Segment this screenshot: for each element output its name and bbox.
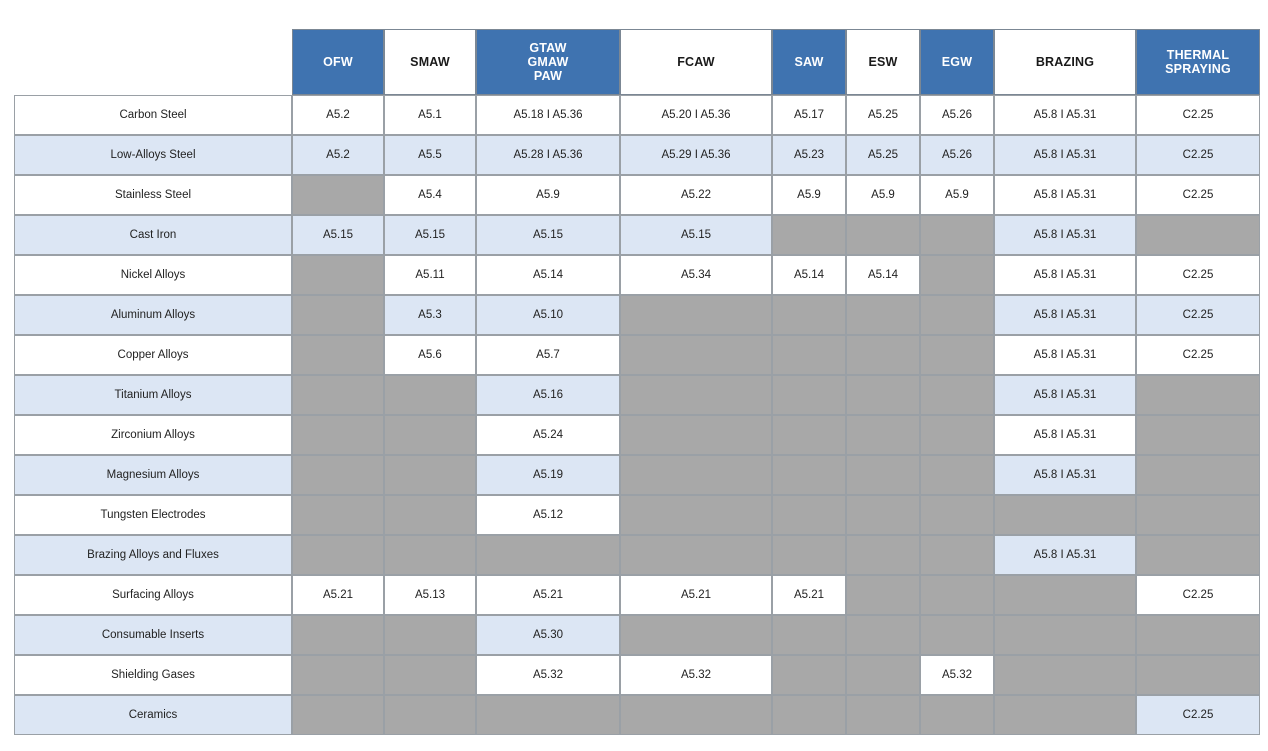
- table-row: [14, 215, 1260, 255]
- cell-spec: A5.18 I A5.36: [476, 95, 620, 135]
- cell-empty: [620, 615, 772, 655]
- cell-empty: [292, 415, 384, 455]
- cell-spec: A5.9: [476, 175, 620, 215]
- table-row: [14, 335, 1260, 375]
- cell-spec: A5.21: [620, 575, 772, 615]
- cell-empty: [920, 535, 994, 575]
- cell-spec: C2.25: [1136, 295, 1260, 335]
- cell-empty: [994, 495, 1136, 535]
- cell-spec: A5.15: [620, 215, 772, 255]
- row-label-aluminum-alloys: Aluminum Alloys: [14, 295, 292, 335]
- cell-empty: [476, 695, 620, 735]
- column-header-thermal-spraying: THERMAL SPRAYING: [1136, 29, 1260, 95]
- row-label-zirconium-alloys: Zirconium Alloys: [14, 415, 292, 455]
- cell-empty: [292, 455, 384, 495]
- cell-spec: A5.17: [772, 95, 846, 135]
- cell-spec: A5.8 I A5.31: [994, 335, 1136, 375]
- cell-spec: A5.32: [476, 655, 620, 695]
- table-row: [14, 535, 1260, 575]
- cell-spec: C2.25: [1136, 135, 1260, 175]
- cell-spec: A5.8 I A5.31: [994, 295, 1136, 335]
- cell-spec: A5.4: [384, 175, 476, 215]
- cell-spec: A5.8 I A5.31: [994, 95, 1136, 135]
- cell-spec: A5.8 I A5.31: [994, 175, 1136, 215]
- cell-empty: [772, 415, 846, 455]
- cell-spec: A5.1: [384, 95, 476, 135]
- table-row: [14, 455, 1260, 495]
- cell-empty: [920, 255, 994, 295]
- cell-empty: [846, 575, 920, 615]
- row-label-consumable-inserts: Consumable Inserts: [14, 615, 292, 655]
- cell-empty: [1136, 655, 1260, 695]
- cell-empty: [846, 615, 920, 655]
- cell-empty: [292, 295, 384, 335]
- row-label-tungsten-electrodes: Tungsten Electrodes: [14, 495, 292, 535]
- cell-empty: [384, 375, 476, 415]
- cell-spec: A5.11: [384, 255, 476, 295]
- cell-spec: A5.8 I A5.31: [994, 135, 1136, 175]
- cell-empty: [620, 335, 772, 375]
- row-label-stainless-steel: Stainless Steel: [14, 175, 292, 215]
- table-row: [14, 295, 1260, 335]
- cell-spec: A5.34: [620, 255, 772, 295]
- row-label-cast-iron: Cast Iron: [14, 215, 292, 255]
- cell-empty: [920, 375, 994, 415]
- cell-empty: [846, 215, 920, 255]
- cell-spec: C2.25: [1136, 255, 1260, 295]
- table-body: [14, 95, 1260, 735]
- cell-spec: A5.9: [920, 175, 994, 215]
- cell-empty: [620, 495, 772, 535]
- table-row: [14, 175, 1260, 215]
- cell-empty: [384, 695, 476, 735]
- cell-spec: A5.29 I A5.36: [620, 135, 772, 175]
- cell-spec: A5.22: [620, 175, 772, 215]
- cell-empty: [772, 375, 846, 415]
- table-row: [14, 695, 1260, 735]
- cell-spec: C2.25: [1136, 335, 1260, 375]
- cell-empty: [1136, 455, 1260, 495]
- cell-empty: [1136, 615, 1260, 655]
- cell-spec: A5.7: [476, 335, 620, 375]
- cell-empty: [620, 695, 772, 735]
- cell-spec: A5.15: [384, 215, 476, 255]
- table-row: [14, 95, 1260, 135]
- cell-spec: A5.14: [476, 255, 620, 295]
- cell-empty: [994, 575, 1136, 615]
- cell-empty: [620, 535, 772, 575]
- cell-empty: [1136, 495, 1260, 535]
- cell-spec: A5.24: [476, 415, 620, 455]
- cell-spec: A5.20 I A5.36: [620, 95, 772, 135]
- cell-spec: A5.2: [292, 135, 384, 175]
- cell-spec: A5.9: [772, 175, 846, 215]
- column-header-ofw: OFW: [292, 29, 384, 95]
- cell-empty: [846, 695, 920, 735]
- cell-empty: [476, 535, 620, 575]
- column-header-gtaw-gmaw-paw: GTAW GMAW PAW: [476, 29, 620, 95]
- table-row: [14, 495, 1260, 535]
- cell-empty: [846, 455, 920, 495]
- cell-empty: [384, 495, 476, 535]
- cell-spec: A5.8 I A5.31: [994, 215, 1136, 255]
- table-row: [14, 655, 1260, 695]
- cell-empty: [292, 255, 384, 295]
- row-label-low-alloys-steel: Low-Alloys Steel: [14, 135, 292, 175]
- cell-empty: [772, 615, 846, 655]
- cell-empty: [920, 415, 994, 455]
- table-row: [14, 255, 1260, 295]
- cell-empty: [620, 415, 772, 455]
- cell-empty: [920, 495, 994, 535]
- cell-empty: [1136, 535, 1260, 575]
- row-label-titanium-alloys: Titanium Alloys: [14, 375, 292, 415]
- cell-empty: [772, 495, 846, 535]
- row-label-copper-alloys: Copper Alloys: [14, 335, 292, 375]
- cell-spec: A5.8 I A5.31: [994, 455, 1136, 495]
- cell-empty: [772, 655, 846, 695]
- column-header-saw: SAW: [772, 29, 846, 95]
- cell-empty: [384, 415, 476, 455]
- cell-empty: [384, 535, 476, 575]
- cell-spec: A5.13: [384, 575, 476, 615]
- cell-empty: [384, 455, 476, 495]
- cell-spec: A5.9: [846, 175, 920, 215]
- cell-spec: C2.25: [1136, 575, 1260, 615]
- cell-spec: A5.3: [384, 295, 476, 335]
- row-label-surfacing-alloys: Surfacing Alloys: [14, 575, 292, 615]
- cell-empty: [846, 655, 920, 695]
- header-row: [14, 29, 1260, 95]
- cell-spec: A5.8 I A5.31: [994, 375, 1136, 415]
- corner-cell: [14, 29, 292, 95]
- row-label-magnesium-alloys: Magnesium Alloys: [14, 455, 292, 495]
- cell-empty: [292, 175, 384, 215]
- filler-metal-matrix-table: [14, 29, 1260, 735]
- column-header-smaw: SMAW: [384, 29, 476, 95]
- cell-empty: [772, 695, 846, 735]
- row-label-ceramics: Ceramics: [14, 695, 292, 735]
- cell-empty: [920, 295, 994, 335]
- cell-spec: A5.16: [476, 375, 620, 415]
- cell-empty: [846, 415, 920, 455]
- cell-empty: [994, 655, 1136, 695]
- row-label-brazing-alloys-and-fluxes: Brazing Alloys and Fluxes: [14, 535, 292, 575]
- column-header-egw: EGW: [920, 29, 994, 95]
- cell-spec: A5.25: [846, 135, 920, 175]
- cell-empty: [772, 535, 846, 575]
- table-row: [14, 135, 1260, 175]
- cell-spec: A5.26: [920, 135, 994, 175]
- cell-spec: A5.8 I A5.31: [994, 535, 1136, 575]
- cell-spec: A5.21: [772, 575, 846, 615]
- column-header-brazing: BRAZING: [994, 29, 1136, 95]
- cell-empty: [292, 495, 384, 535]
- cell-spec: C2.25: [1136, 695, 1260, 735]
- cell-empty: [772, 295, 846, 335]
- cell-empty: [846, 375, 920, 415]
- cell-empty: [846, 295, 920, 335]
- cell-empty: [772, 215, 846, 255]
- cell-spec: A5.6: [384, 335, 476, 375]
- row-label-nickel-alloys: Nickel Alloys: [14, 255, 292, 295]
- cell-empty: [1136, 415, 1260, 455]
- column-header-fcaw: FCAW: [620, 29, 772, 95]
- cell-spec: A5.25: [846, 95, 920, 135]
- cell-spec: C2.25: [1136, 175, 1260, 215]
- cell-spec: A5.26: [920, 95, 994, 135]
- cell-empty: [620, 295, 772, 335]
- cell-empty: [920, 455, 994, 495]
- cell-empty: [292, 655, 384, 695]
- cell-empty: [920, 215, 994, 255]
- cell-empty: [846, 495, 920, 535]
- cell-spec: A5.28 I A5.36: [476, 135, 620, 175]
- cell-spec: A5.32: [620, 655, 772, 695]
- cell-empty: [920, 615, 994, 655]
- cell-spec: A5.30: [476, 615, 620, 655]
- cell-spec: A5.8 I A5.31: [994, 255, 1136, 295]
- cell-empty: [1136, 375, 1260, 415]
- cell-spec: A5.14: [772, 255, 846, 295]
- cell-empty: [292, 335, 384, 375]
- table-row: [14, 375, 1260, 415]
- cell-spec: A5.15: [476, 215, 620, 255]
- row-label-shielding-gases: Shielding Gases: [14, 655, 292, 695]
- cell-spec: A5.5: [384, 135, 476, 175]
- cell-empty: [920, 695, 994, 735]
- cell-empty: [384, 655, 476, 695]
- table-head: [14, 29, 1260, 95]
- cell-empty: [920, 335, 994, 375]
- cell-spec: A5.15: [292, 215, 384, 255]
- cell-empty: [620, 375, 772, 415]
- table-row: [14, 575, 1260, 615]
- cell-empty: [772, 335, 846, 375]
- table-row: [14, 415, 1260, 455]
- cell-empty: [292, 375, 384, 415]
- cell-empty: [772, 455, 846, 495]
- cell-spec: A5.8 I A5.31: [994, 415, 1136, 455]
- cell-spec: A5.21: [476, 575, 620, 615]
- column-header-esw: ESW: [846, 29, 920, 95]
- cell-spec: A5.2: [292, 95, 384, 135]
- cell-empty: [920, 575, 994, 615]
- cell-empty: [846, 535, 920, 575]
- cell-spec: A5.32: [920, 655, 994, 695]
- cell-spec: A5.12: [476, 495, 620, 535]
- cell-spec: A5.23: [772, 135, 846, 175]
- cell-empty: [846, 335, 920, 375]
- cell-spec: A5.10: [476, 295, 620, 335]
- cell-empty: [994, 615, 1136, 655]
- cell-spec: A5.19: [476, 455, 620, 495]
- cell-spec: A5.21: [292, 575, 384, 615]
- cell-empty: [620, 455, 772, 495]
- row-label-carbon-steel: Carbon Steel: [14, 95, 292, 135]
- cell-empty: [292, 535, 384, 575]
- cell-empty: [384, 615, 476, 655]
- cell-empty: [1136, 215, 1260, 255]
- cell-spec: A5.14: [846, 255, 920, 295]
- cell-empty: [292, 615, 384, 655]
- cell-empty: [292, 695, 384, 735]
- cell-spec: C2.25: [1136, 95, 1260, 135]
- cell-empty: [994, 695, 1136, 735]
- table-row: [14, 615, 1260, 655]
